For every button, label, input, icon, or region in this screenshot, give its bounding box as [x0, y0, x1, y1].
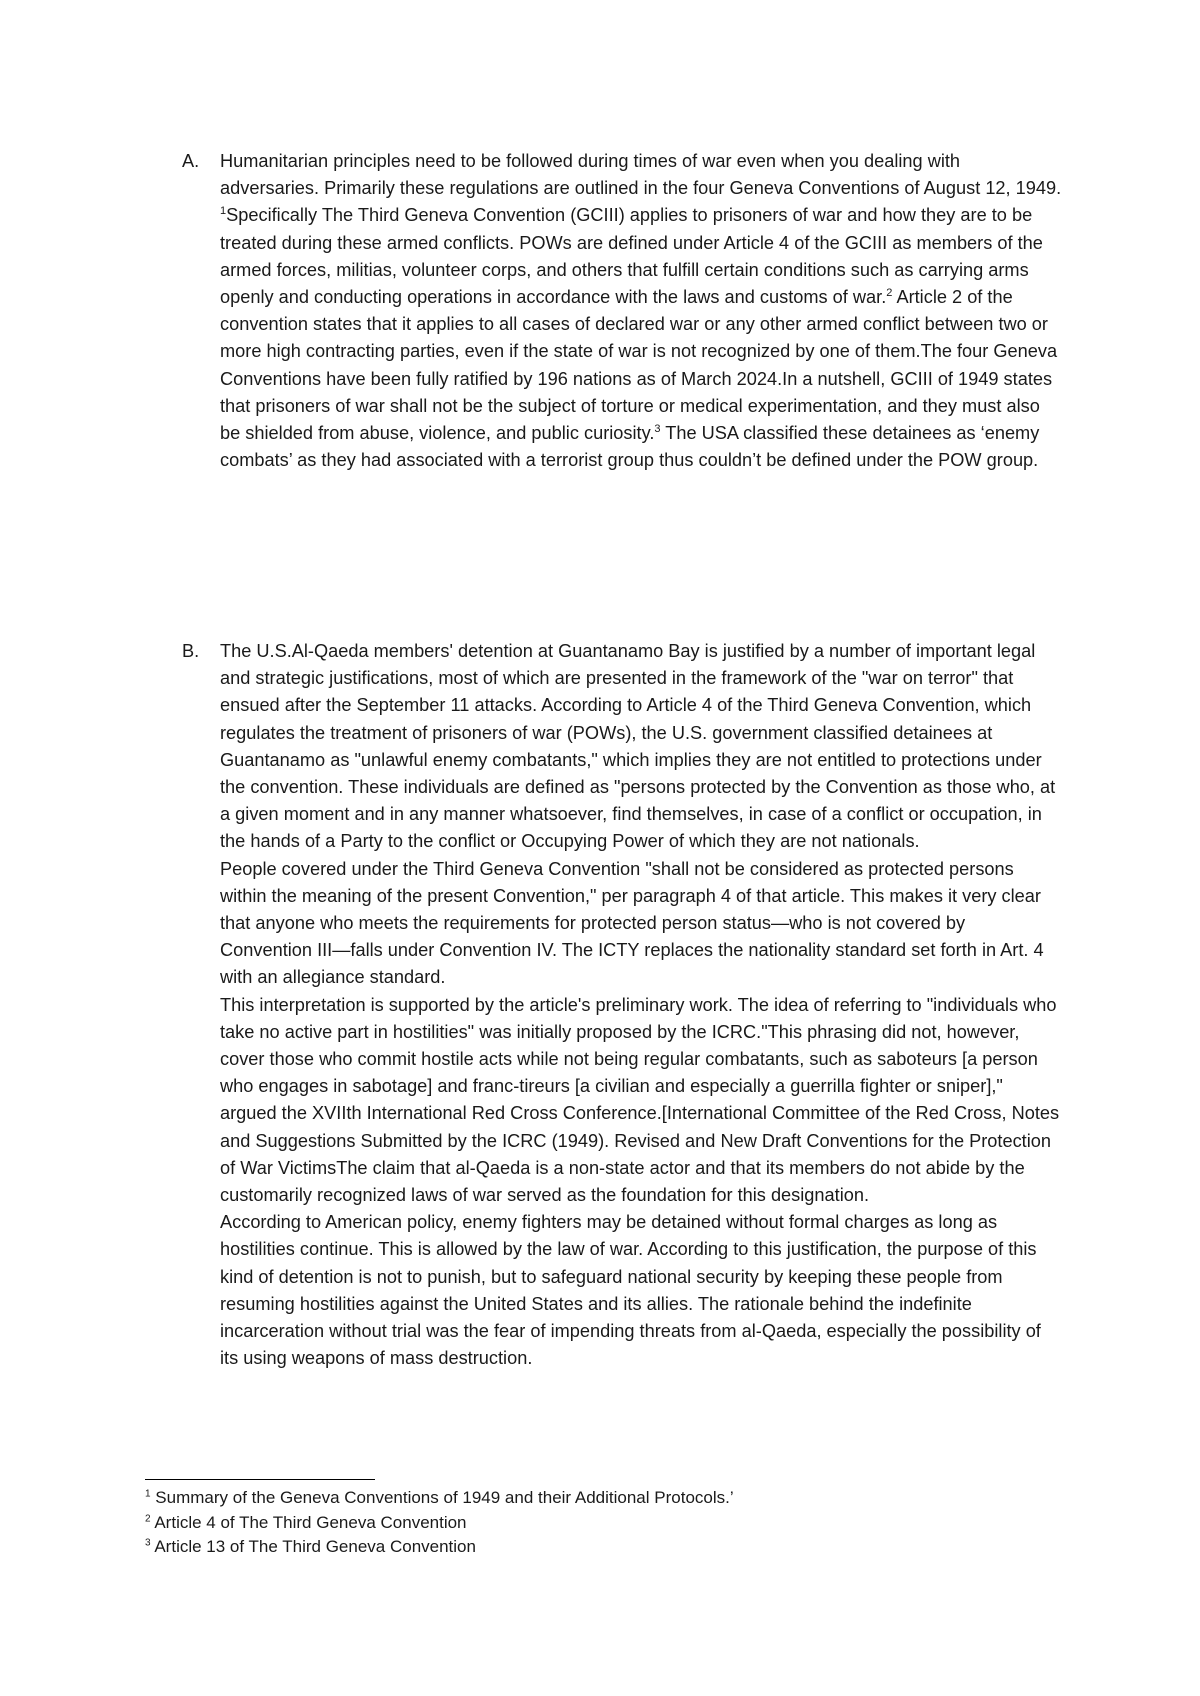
- section-a-text: Specifically The Third Geneva Convention (GCIII) applies to prisoners of war and how they are to be treated during these armed conflicts. POWs are defined under Article 4 of the GCIII as members of the armed forces, militias, volunteer corps, and others that fulfill certain conditions such as carrying arms openly and conducting operations in accordance with the laws and customs of war.: [220, 205, 1043, 308]
- footnote-text: Article 13 of The Third Geneva Convention: [150, 1537, 476, 1556]
- section-a: [182, 148, 1062, 474]
- footnote-number: 3: [145, 1537, 151, 1549]
- footnote-text: Article 4 of The Third Geneva Convention: [150, 1512, 467, 1532]
- footnote-2: [145, 1511, 1045, 1536]
- section-a-text: Humanitarian principles need to be followed during times of war even when you dealing with adversaries. Primarily these regulations are outlined in the four Geneva Conventions of August 12, 1949.: [220, 151, 1062, 199]
- footnote-number: 1: [145, 1488, 151, 1500]
- section-b-body: [220, 638, 1062, 1372]
- footnote-3: [145, 1535, 1045, 1560]
- section-b-paragraph: According to American policy, enemy fighters may be detained without formal charges as long as hostilities continue. This is allowed by the law of war. According to this justification, the purpose of this kind of detention is not to punish, but to safeguard national security by keeping these people from resuming hostilities against the United States and its allies. The rationale behind the indefinite incarceration without trial was the fear of impending threats from al-Qaeda, especially the possibility of its using weapons of mass destruction.: [220, 1212, 1041, 1369]
- footnote-ref-3[interactable]: 3: [654, 422, 661, 435]
- section-a-text: The USA classified these detainees as ‘enemy combats’ as they had associated with a terrorist group thus couldn’t be defined under the POW group.: [220, 423, 1040, 471]
- footnote-1: [145, 1486, 1045, 1511]
- section-b-paragraph: The U.S.Al-Qaeda members' detention at Guantanamo Bay is justified by a number of important legal and strategic justifications, most of which are presented in the framework of the "war on terror" that ensued after the September 11 attacks. According to Article 4 of the Third Geneva Convention, which regulates the treatment of prisoners of war (POWs), the U.S. government classified detainees at Guantanamo as "unlawful enemy combatants," which implies they are not entitled to protections under the convention. These individuals are defined as "persons protected by the Convention as those who, at a given moment and in any manner whatsoever, find themselves, in case of a conflict or occupation, in the hands of a Party to the conflict or Occupying Power of which they are not nationals.: [220, 641, 1056, 852]
- section-b-paragraph: People covered under the Third Geneva Convention "shall not be considered as protected persons within the meaning of the present Convention," per paragraph 4 of that article. This makes it very clear that anyone who meets the requirements for protected person status—who is not covered by Convention III—falls under Convention IV. The ICTY replaces the nationality standard set forth in Art. 4 with an allegiance standard.: [220, 858, 1044, 988]
- footnote-number: 2: [145, 1512, 151, 1524]
- section-b-paragraph: This interpretation is supported by the article's preliminary work. The idea of referring to "individuals who take no active part in hostilities" was initially proposed by the ICRC."This phrasing did not, however, cover those who commit hostile acts while not being regular combatants, such as saboteurs [a person who engages in sabotage] and franc-tireurs [a civilian and especially a guerrilla fighter or sniper]," argued the XVIIth International Red Cross Conference.[International Committee of the Red Cross, Notes and Suggestions Submitted by the ICRC (1949). Revised and New Draft Conventions for the Protection of War VictimsThe claim that al-Qaeda is a non-state actor and that its members do not abide by the customarily recognized laws of war served as the foundation for this designation.: [220, 994, 1060, 1206]
- section-b-marker: B.: [182, 641, 200, 661]
- section-a-marker: A.: [182, 151, 200, 171]
- footnote-ref-2[interactable]: 2: [886, 286, 893, 299]
- footnote-text: Summary of the Geneva Conventions of 1949 and their Additional Protocols.’: [150, 1488, 734, 1507]
- footnotes: [145, 1486, 1045, 1560]
- footnote-separator: [145, 1479, 375, 1480]
- section-a-text: Article 2 of the convention states that it applies to all cases of declared war or any other armed conflict between two or more high contracting parties, even if the state of war is not recognized by one of them.The four Geneva Conventions have been fully ratified by 196 nations as of March 2024.In a nutshell, GCIII of 1949 states that prisoners of war shall not be the subject of torture or medical experimentation, and they must also be shielded from abuse, violence, and public curiosity.: [220, 287, 1058, 444]
- section-a-paragraph: [220, 148, 1062, 474]
- section-b: [182, 638, 1062, 1372]
- footnote-ref-1[interactable]: 1: [220, 205, 227, 218]
